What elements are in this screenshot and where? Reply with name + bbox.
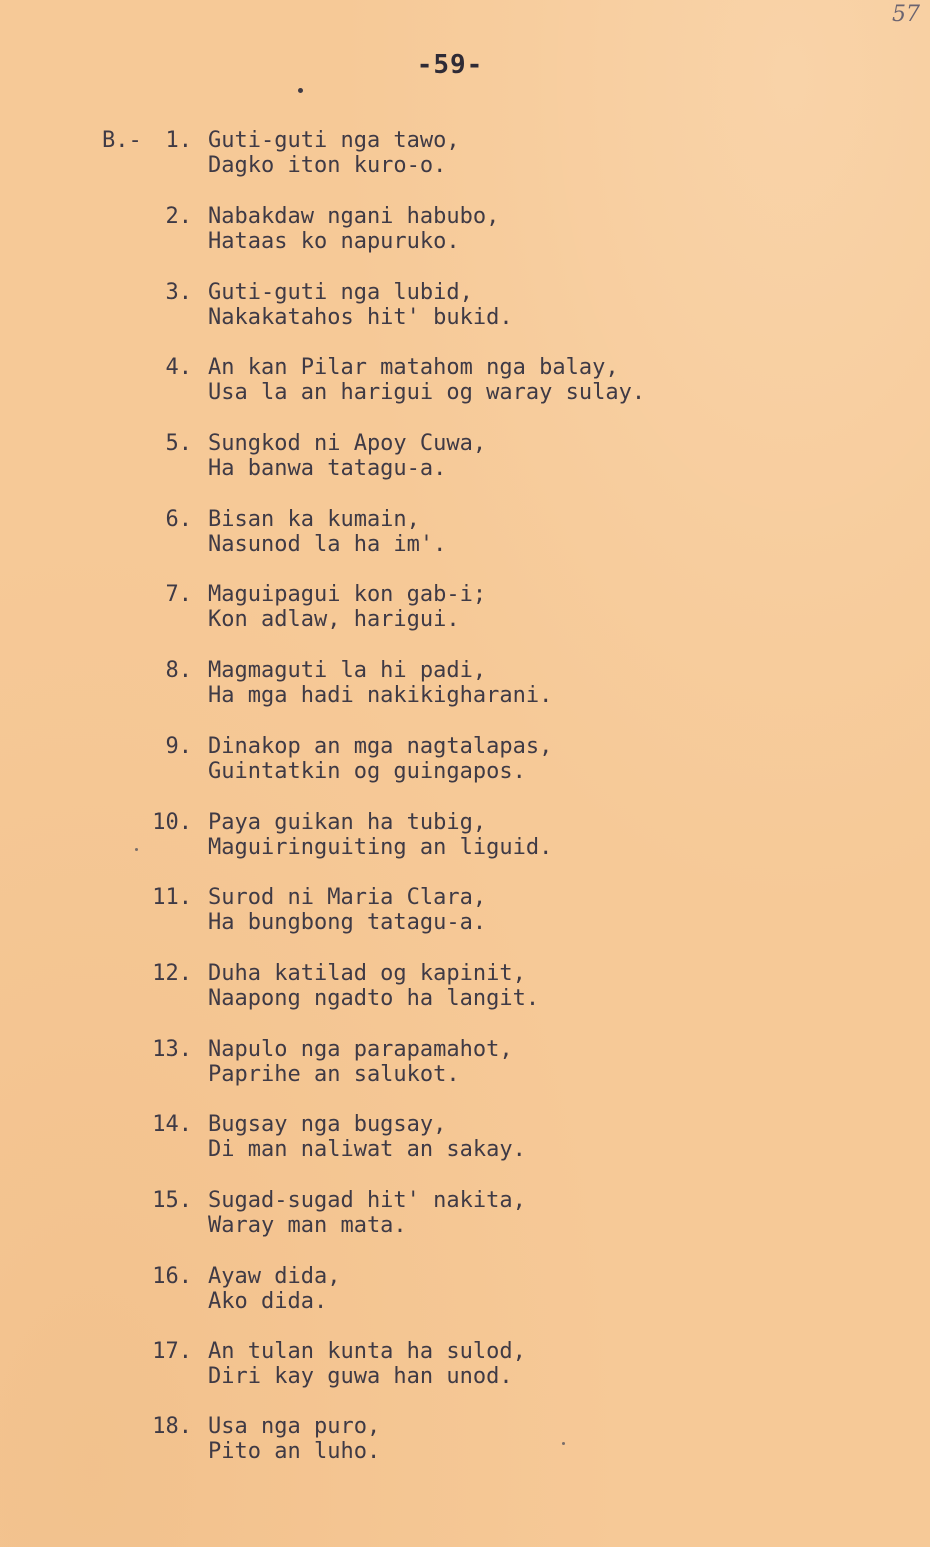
paper-speck [562, 1442, 565, 1445]
riddle-number: 16. [152, 1264, 192, 1289]
riddle-line-1: Surod ni Maria Clara, [208, 885, 487, 910]
riddle-line-1: Bisan ka kumain, [208, 507, 420, 532]
riddle-line-2: Paprihe an salukot. [208, 1062, 460, 1087]
riddle-number: 5. [165, 431, 192, 456]
riddle-number: 12. [152, 961, 192, 986]
riddle-line-2: Ako dida. [208, 1289, 328, 1314]
paper-speck [135, 848, 138, 851]
riddle-line-2: Ha bungbong tatagu-a. [208, 910, 487, 935]
riddle-number: 4. [165, 355, 192, 380]
riddle-line-1: Ayaw dida, [208, 1264, 341, 1289]
riddle-line-2: Waray man mata. [208, 1213, 407, 1238]
riddle-line-1: Dinakop an mga nagtalapas, [208, 734, 553, 759]
riddle-line-1: Nabakdaw ngani habubo, [208, 204, 500, 229]
riddle-number: 15. [152, 1188, 192, 1213]
riddle-line-1: Bugsay nga bugsay, [208, 1112, 447, 1137]
riddle-line-2: Kon adlaw, harigui. [208, 607, 460, 632]
riddle-line-2: Di man naliwat an sakay. [208, 1137, 526, 1162]
riddle-number: 17. [152, 1339, 192, 1364]
corner-handwritten-mark: 57 [892, 2, 920, 27]
riddle-line-1: Sungkod ni Apoy Cuwa, [208, 431, 487, 456]
riddle-line-2: Nasunod la ha im'. [208, 532, 447, 557]
riddle-line-2: Ha banwa tatagu-a. [208, 456, 447, 481]
riddle-number: 13. [152, 1037, 192, 1062]
riddle-number: 2. [165, 204, 192, 229]
riddle-line-2: Naapong ngadto ha langit. [208, 986, 540, 1011]
riddle-line-1: An kan Pilar matahom nga balay, [208, 355, 619, 380]
riddle-line-1: Paya guikan ha tubig, [208, 810, 487, 835]
riddle-line-2: Nakakatahos hit' bukid. [208, 305, 513, 330]
page-number: -59- [416, 50, 484, 80]
riddle-number: 7. [165, 582, 192, 607]
riddle-line-1: Guti-guti nga tawo, [208, 128, 460, 153]
riddle-line-1: Guti-guti nga lubid, [208, 280, 473, 305]
riddle-line-1: Usa nga puro, [208, 1414, 381, 1439]
riddle-line-2: Ha mga hadi nakikigharani. [208, 683, 553, 708]
ink-dot [298, 88, 303, 93]
riddle-number: 6. [165, 507, 192, 532]
riddle-number: 11. [152, 885, 192, 910]
riddle-line-1: Maguipagui kon gab-i; [208, 582, 487, 607]
riddle-number: 1. [165, 128, 192, 153]
riddle-line-1: An tulan kunta ha sulod, [208, 1339, 526, 1364]
section-label: B.- [102, 128, 142, 153]
riddle-number: 18. [152, 1414, 192, 1439]
riddle-line-2: Maguiringuiting an liguid. [208, 835, 553, 860]
riddle-line-2: Usa la an harigui og waray sulay. [208, 380, 646, 405]
riddle-line-1: Duha katilad og kapinit, [208, 961, 526, 986]
riddle-number: 14. [152, 1112, 192, 1137]
riddle-line-2: Dagko iton kuro-o. [208, 153, 447, 178]
riddle-line-1: Magmaguti la hi padi, [208, 658, 487, 683]
riddle-line-1: Napulo nga parapamahot, [208, 1037, 513, 1062]
riddle-number: 9. [165, 734, 192, 759]
riddle-line-2: Guintatkin og guingapos. [208, 759, 526, 784]
riddle-line-2: Hataas ko napuruko. [208, 229, 460, 254]
riddle-line-2: Pito an luho. [208, 1439, 381, 1464]
riddle-line-2: Diri kay guwa han unod. [208, 1364, 513, 1389]
riddle-number: 10. [152, 810, 192, 835]
riddle-line-1: Sugad-sugad hit' nakita, [208, 1188, 526, 1213]
riddle-number: 8. [165, 658, 192, 683]
riddle-number: 3. [165, 280, 192, 305]
